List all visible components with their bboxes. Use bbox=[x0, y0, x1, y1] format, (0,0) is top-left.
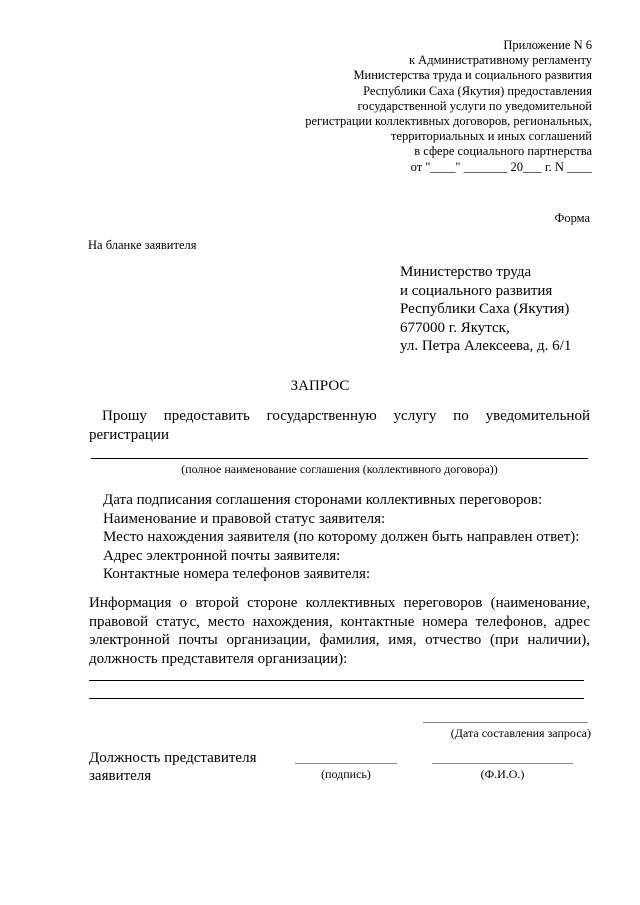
signature-fill-line[interactable] bbox=[295, 763, 397, 764]
position-label-line: Должность представителя bbox=[89, 750, 257, 766]
full-name-fill-line[interactable] bbox=[432, 763, 573, 764]
request-line: Прошу предоставить государственную услугу по уведомительной bbox=[102, 408, 590, 424]
appendix-line: в сфере социального партнерства bbox=[414, 144, 592, 159]
date-fill-line[interactable] bbox=[423, 722, 588, 723]
agreement-name-line[interactable] bbox=[91, 458, 588, 459]
addressee-line: Республики Саха (Якутия) bbox=[400, 301, 570, 318]
appendix-line: от "____" _______ 20___ г. N ____ bbox=[410, 159, 592, 174]
appendix-line: Приложение N 6 bbox=[503, 38, 592, 52]
addressee-line: ул. Петра Алексеева, д. 6/1 bbox=[400, 338, 572, 355]
field-applicant-name-status: Наименование и правовой статус заявителя: bbox=[103, 510, 386, 527]
document-title: ЗАПРОС bbox=[290, 378, 350, 394]
field-applicant-phones: Контактные номера телефонов заявителя: bbox=[103, 566, 371, 582]
appendix-line: Республики Саха (Якутия) предоставления bbox=[363, 83, 592, 98]
agreement-caption: (полное наименование соглашения (коллективного договора)) bbox=[181, 462, 498, 476]
second-party-line: электронной почты организации, фамилия, имя, отчество (при наличии), bbox=[89, 632, 590, 649]
second-party-fill-line[interactable] bbox=[89, 698, 584, 699]
appendix-line: к Административному регламенту bbox=[408, 53, 592, 68]
field-applicant-email: Адрес электронной почты заявителя: bbox=[103, 547, 341, 564]
form-label: Форма bbox=[554, 211, 590, 225]
second-party-line: правовой статус, место нахождения, контактные номера телефонов, адрес bbox=[89, 613, 590, 630]
appendix-line: Министерства труда и социального развития bbox=[353, 68, 592, 83]
blank-label: На бланке заявителя bbox=[88, 238, 197, 252]
second-party-fill-line[interactable] bbox=[89, 680, 584, 681]
second-party-line: должность представителя организации): bbox=[89, 650, 348, 667]
appendix-header bbox=[232, 38, 592, 175]
applicant-fields bbox=[103, 491, 603, 584]
appendix-line: регистрации коллективных договоров, региональных, bbox=[305, 114, 592, 129]
second-party-paragraph bbox=[89, 594, 590, 668]
date-caption: (Дата составления запроса) bbox=[450, 726, 591, 740]
addressee-block bbox=[400, 263, 620, 356]
field-signing-date: Дата подписания соглашения сторонами коллективных переговоров: bbox=[103, 492, 543, 508]
field-applicant-location: Место нахождения заявителя (по которому должен быть направлен ответ): bbox=[103, 529, 580, 545]
applicant-position-label bbox=[89, 750, 289, 785]
addressee-line: 677000 г. Якутск, bbox=[400, 319, 510, 336]
appendix-line: государственной услуги по уведомительной bbox=[357, 98, 592, 113]
addressee-line: и социального развития bbox=[400, 282, 553, 299]
request-line: регистрации bbox=[89, 426, 169, 443]
request-paragraph bbox=[89, 407, 590, 444]
signature-caption: (подпись) bbox=[321, 767, 371, 781]
addressee-line: Министерство труда bbox=[400, 264, 532, 280]
appendix-line: территориальных и иных соглашений bbox=[390, 129, 592, 144]
second-party-line: Информация о второй стороне коллективных переговоров (наименование, bbox=[89, 595, 590, 611]
position-label-line: заявителя bbox=[89, 767, 152, 784]
full-name-caption: (Ф.И.О.) bbox=[480, 767, 525, 781]
